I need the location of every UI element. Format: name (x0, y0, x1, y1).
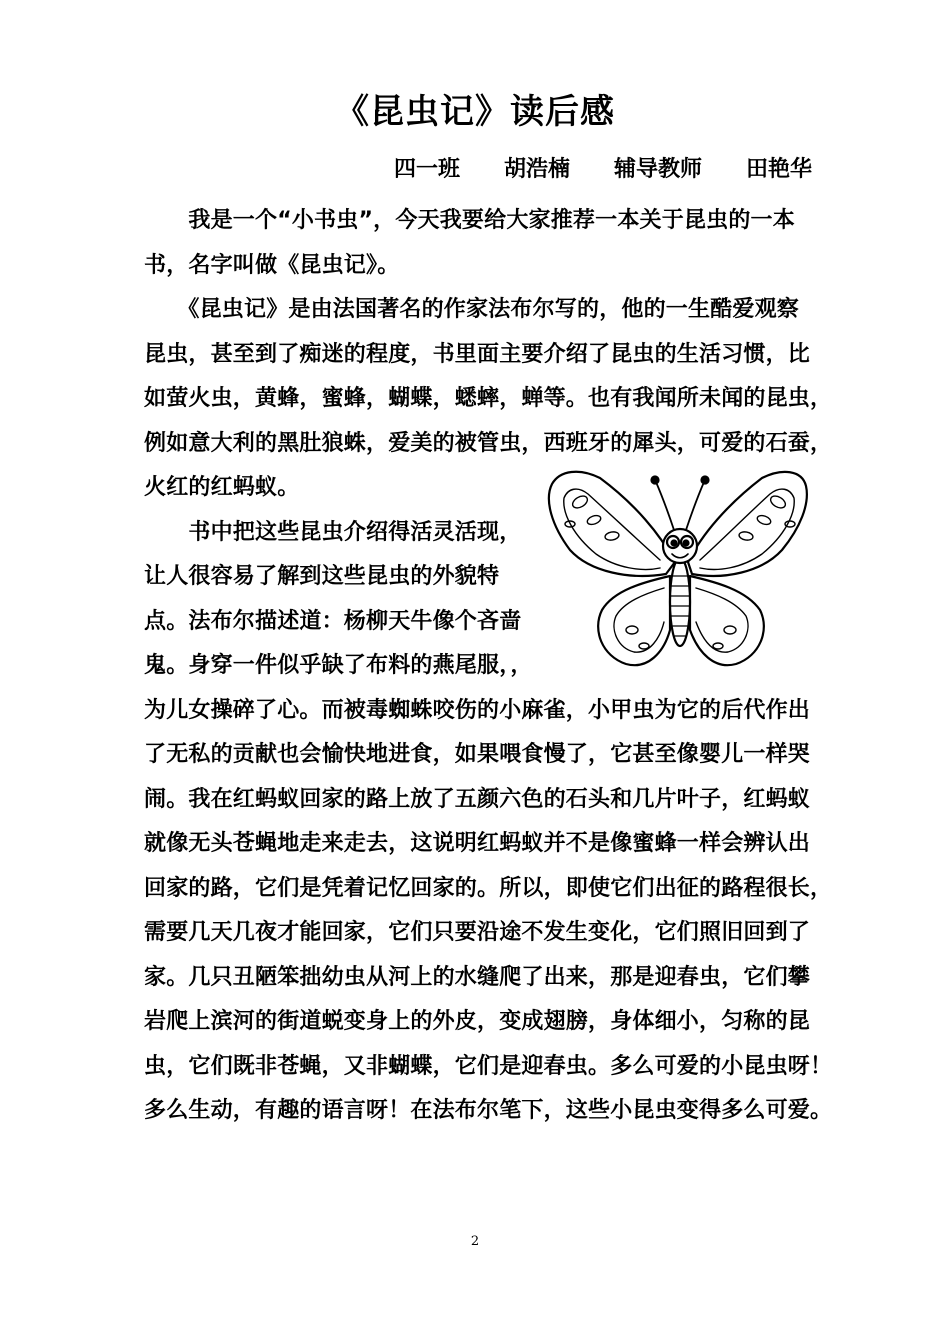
text-line: 岩爬上滨河的街道蜕变身上的外皮，变成翅膀，身体细小，匀称的昆 (144, 1009, 811, 1034)
text-line: 了无私的贡献也会愉快地进食，如果喂食慢了，它甚至像婴儿一样哭 (144, 742, 811, 767)
text-line: 让人很容易了解到这些昆虫的外貌特 (144, 564, 500, 589)
text-line: 《昆虫记》是由法国著名的作家法布尔写的，他的一生酷爱观察 (144, 297, 800, 322)
text-line: 火红的红蚂蚁。 (144, 475, 300, 500)
butterfly-icon (540, 464, 810, 674)
text-line: 需要几天几夜才能回家，它们只要沿途不发生变化，它们照旧回到了 (144, 920, 811, 945)
text-line: 书中把这些昆虫介绍得活灵活现， (144, 520, 522, 545)
text-line: 闹。我在红蚂蚁回家的路上放了五颜六色的石头和几片叶子，红蚂蚁 (144, 787, 811, 812)
text-line: 家。几只丑陋笨拙幼虫从河上的水缝爬了出来，那是迎春虫，它们攀 (144, 965, 811, 990)
text-line: 为儿女操碎了心。而被毒蜘蛛咬伤的小麻雀，小甲虫为它的后代作出 (144, 698, 811, 723)
text-line: 我是一个“小书虫”，今天我要给大家推荐一本关于昆虫的一本 (144, 208, 795, 233)
text-line: 如萤火虫，黄蜂，蜜蜂，蝴蝶，蟋蟀，蝉等。也有我闻所未闻的昆虫， (144, 386, 833, 411)
page-number: 2 (470, 1234, 480, 1249)
text-line: 就像无头苍蝇地走来走去，这说明红蚂蚁并不是像蜜蜂一样会辨认出 (144, 831, 811, 856)
text-line: 回家的路，它们是凭着记忆回家的。所以，即使它们出征的路程很长， (144, 876, 833, 901)
text-line: 例如意大利的黑肚狼蛛，爱美的被管虫，西班牙的犀头，可爱的石蚕， (144, 431, 833, 456)
text-line: 多么生动，有趣的语言呀！在法布尔笔下，这些小昆虫变得多么可爱。 (144, 1098, 833, 1123)
text-line: 昆虫，甚至到了痴迷的程度，书里面主要介绍了昆虫的生活习惯，比 (144, 342, 811, 367)
text-line: 点。法布尔描述道：杨柳天牛像个吝啬 (144, 609, 522, 634)
text-line: 鬼。身穿一件似乎缺了布料的燕尾服，， (144, 653, 533, 678)
byline: 四一班 胡浩楠 辅导教师 田艳华 (393, 157, 812, 182)
page-title: 《昆虫记》读后感 (335, 92, 615, 132)
text-line: 虫，它们既非苍蝇，又非蝴蝶，它们是迎春虫。多么可爱的小昆虫呀！ (144, 1054, 833, 1079)
text-line: 书，名字叫做《昆虫记》。 (144, 253, 400, 278)
